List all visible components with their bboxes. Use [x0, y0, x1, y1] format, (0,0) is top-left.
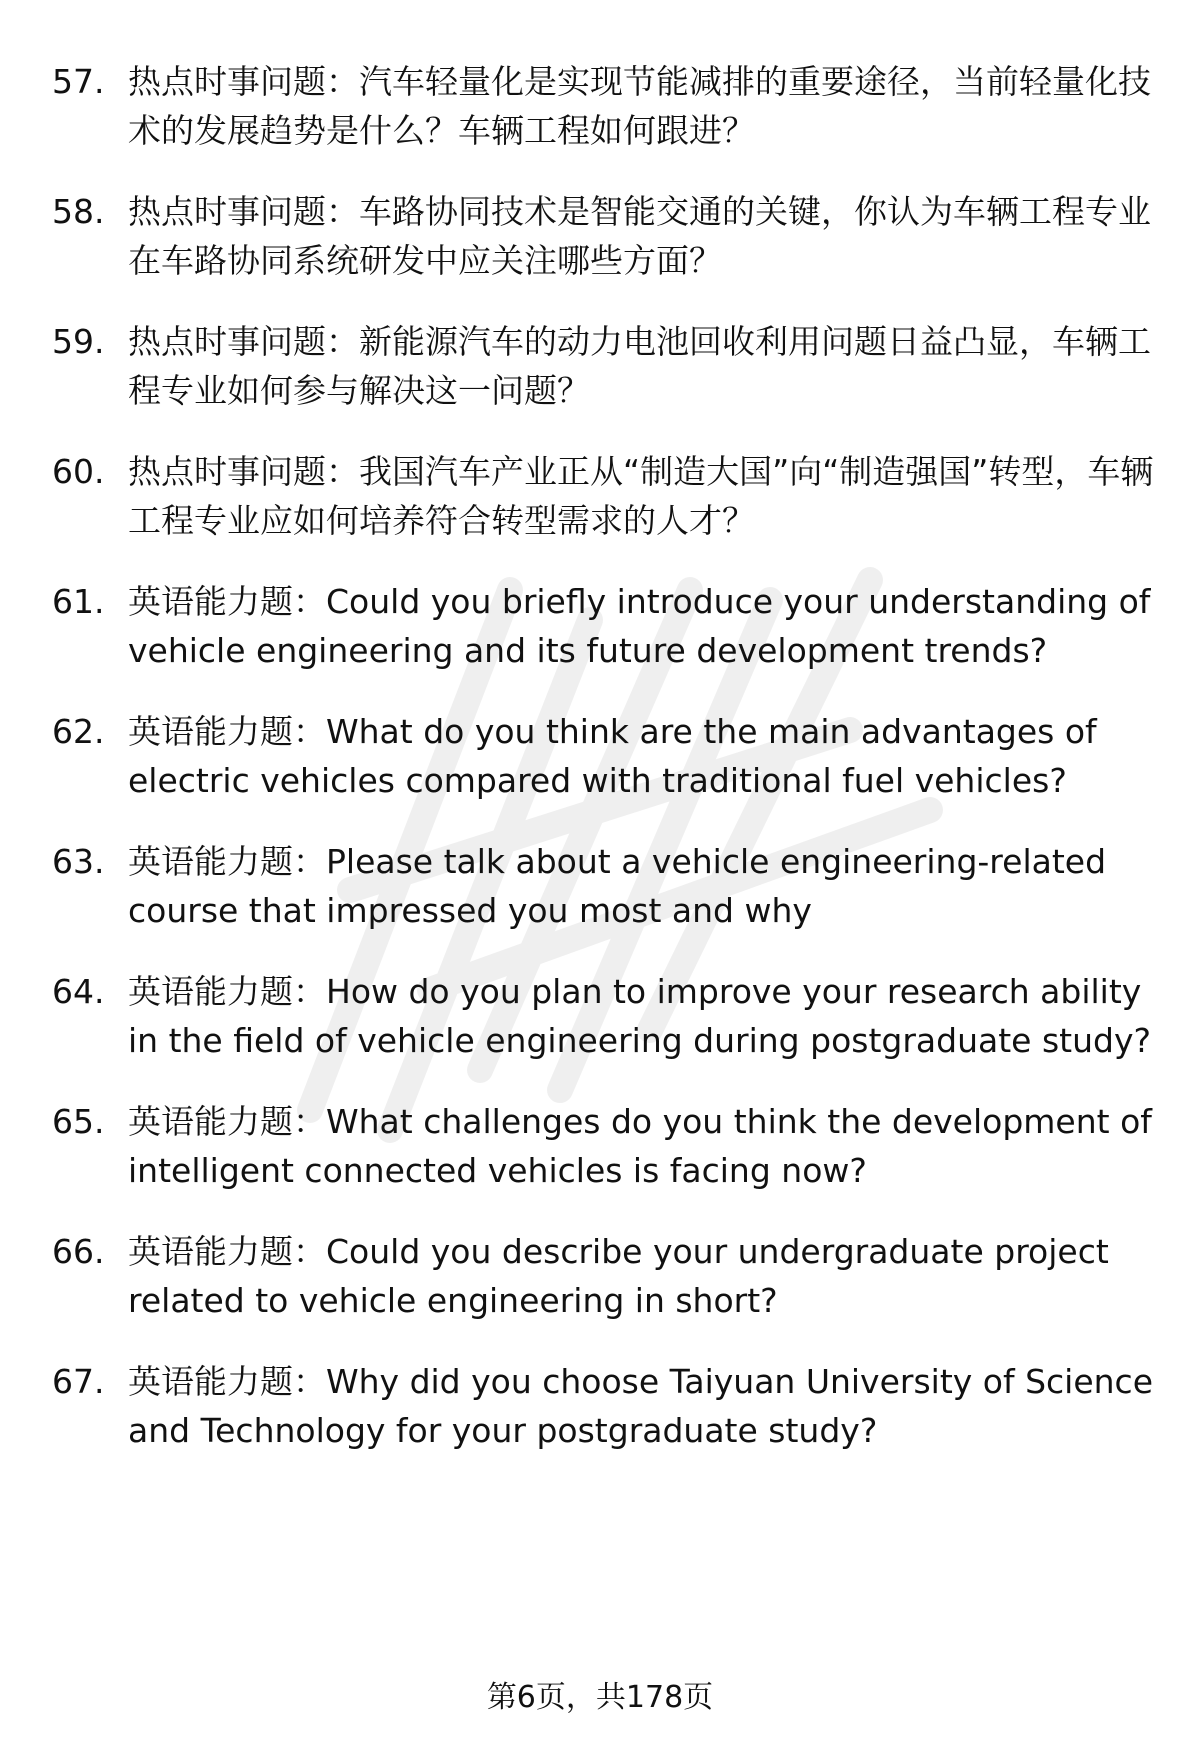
- page-number-footer: 第6页，共178页: [486, 1680, 714, 1715]
- question-item: [52, 1098, 1162, 1195]
- question-number: 65.: [52, 1102, 105, 1141]
- question-number: 67.: [52, 1362, 105, 1401]
- question-text: 汽车轻量化是实现节能减排的重要途径，当前轻量化技术的发展趋势是什么？车辆工程如何跟进？: [128, 62, 1151, 150]
- question-category: 英语能力题：: [128, 712, 326, 751]
- question-category: 热点时事问题：: [128, 62, 359, 101]
- question-text: What challenges do you think the development of intelligent connected vehicles is facing now?: [128, 1102, 1152, 1190]
- question-text: Could you briefly introduce your understanding of vehicle engineering and its future development trends?: [128, 582, 1151, 670]
- question-body: [128, 1228, 1162, 1325]
- question-category: 英语能力题：: [128, 842, 326, 881]
- question-list: [52, 58, 1162, 1488]
- question-body: [128, 1358, 1162, 1455]
- question-body: [128, 318, 1162, 415]
- question-body: [128, 188, 1162, 285]
- question-category: 英语能力题：: [128, 582, 326, 621]
- question-item: [52, 318, 1162, 415]
- question-body: [128, 968, 1162, 1065]
- question-number: 63.: [52, 842, 105, 881]
- question-item: [52, 708, 1162, 805]
- question-item: [52, 838, 1162, 935]
- question-category: 英语能力题：: [128, 1102, 326, 1141]
- question-text: 车路协同技术是智能交通的关键，你认为车辆工程专业在车路协同系统研发中应关注哪些方面？: [128, 192, 1151, 280]
- question-text: Please talk about a vehicle engineering-related course that impressed you most and why: [128, 842, 1107, 930]
- question-item: [52, 1228, 1162, 1325]
- question-number: 59.: [52, 322, 105, 361]
- question-category: 英语能力题：: [128, 1232, 326, 1271]
- question-number: 61.: [52, 582, 105, 621]
- question-body: [128, 708, 1162, 805]
- question-text: 新能源汽车的动力电池回收利用问题日益凸显，车辆工程专业如何参与解决这一问题？: [128, 322, 1151, 410]
- question-number: 60.: [52, 452, 105, 491]
- question-item: [52, 448, 1162, 545]
- question-item: [52, 58, 1162, 155]
- question-number: 57.: [52, 62, 105, 101]
- question-number: 62.: [52, 712, 105, 751]
- question-item: [52, 1358, 1162, 1455]
- question-text: What do you think are the main advantages of electric vehicles compared with traditional fuel vehicles?: [128, 712, 1097, 800]
- question-category: 热点时事问题：: [128, 452, 359, 491]
- question-body: [128, 838, 1162, 935]
- question-item: [52, 968, 1162, 1065]
- question-category: 热点时事问题：: [128, 192, 359, 231]
- question-text: 我国汽车产业正从“制造大国”向“制造强国”转型，车辆工程专业应如何培养符合转型需求的人才？: [128, 452, 1154, 540]
- question-body: [128, 1098, 1162, 1195]
- question-body: [128, 578, 1162, 675]
- question-text: How do you plan to improve your research ability in the field of vehicle engineering during postgraduate study?: [128, 972, 1151, 1060]
- question-body: [128, 448, 1162, 545]
- question-number: 58.: [52, 192, 105, 231]
- question-text: Why did you choose Taiyuan University of Science and Technology for your postgraduate study?: [128, 1362, 1153, 1450]
- question-number: 66.: [52, 1232, 105, 1271]
- question-category: 英语能力题：: [128, 1362, 326, 1401]
- question-number: 64.: [52, 972, 105, 1011]
- question-item: [52, 578, 1162, 675]
- question-body: [128, 58, 1162, 155]
- question-category: 英语能力题：: [128, 972, 326, 1011]
- question-text: Could you describe your undergraduate project related to vehicle engineering in short?: [128, 1232, 1109, 1320]
- question-category: 热点时事问题：: [128, 322, 359, 361]
- question-item: [52, 188, 1162, 285]
